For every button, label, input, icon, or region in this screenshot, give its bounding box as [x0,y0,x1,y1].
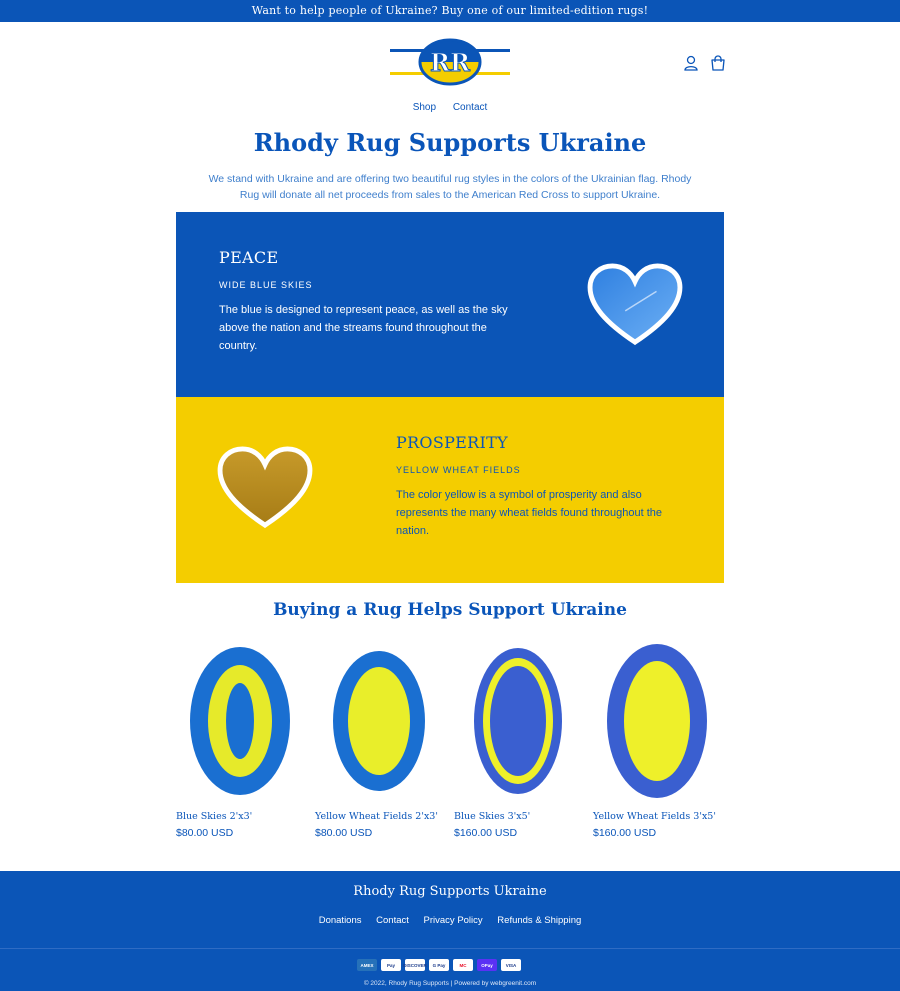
main-nav [0,102,900,118]
rug-image[interactable] [593,640,721,802]
visa-icon: VISA [501,959,521,971]
product-price: $160.00 USD [454,827,518,839]
product-price: $160.00 USD [593,827,657,839]
prosperity-body: The color yellow is a symbol of prosperity and also represents the many wheat fields found throughout the nation. [396,489,663,537]
product-price: $80.00 USD [176,827,234,839]
sky-heart-image [586,262,684,348]
product-card[interactable] [454,640,582,839]
rhody-rug-logo[interactable] [390,36,510,88]
wheat-heart-image [216,445,314,531]
shop-pay-icon: OPay [477,959,497,971]
apple-pay-icon: Pay [381,959,401,971]
amex-icon: AMEX [357,959,377,971]
products-section-title: Buying a Rug Helps Support Ukraine [273,600,627,620]
prosperity-subtitle: YELLOW WHEAT FIELDS [396,465,521,475]
peace-body: The blue is designed to represent peace, as well as the sky above the nation and the streams found throughout the country. [219,304,508,352]
footer-title: Rhody Rug Supports Ukraine [353,884,547,899]
rug-image[interactable] [176,640,304,802]
user-icon[interactable] [682,54,700,72]
peace-subtitle: WIDE BLUE SKIES [219,280,313,290]
mastercard-icon: MC [453,959,473,971]
copyright: © 2022, Rhody Rug Supports | Powered by webgreenit.com [363,980,537,987]
product-name[interactable]: Yellow Wheat Fields 2'x3' [315,811,438,822]
prosperity-title: PROSPERITY [396,433,508,452]
footer-link-privacy-policy[interactable]: Privacy Policy [423,915,483,926]
discover-icon: DISCOVER [405,959,425,971]
footer-links [0,915,900,926]
hero-description: We stand with Ukraine and are offering two beautiful rug styles in the colors of the Ukrainian flag. Rhody Rug will donate all net proceeds from sales to the American Red Cross to support Ukraine. [208,173,692,201]
product-name[interactable]: Blue Skies 3'x5' [454,811,531,822]
payment-icons [357,959,521,971]
cart-icon[interactable] [709,54,727,72]
rug-image[interactable] [315,640,443,802]
peace-panel [176,212,724,398]
product-card[interactable] [176,640,304,839]
product-card[interactable] [593,640,721,839]
rug-image[interactable] [454,640,582,802]
peace-title: PEACE [219,248,279,267]
footer-link-donations[interactable]: Donations [318,915,362,926]
footer-divider [0,948,900,949]
logo-text: RR [430,48,470,77]
nav-shop[interactable]: Shop [412,102,437,113]
footer-link-contact[interactable]: Contact [376,915,409,926]
nav-contact[interactable]: Contact [452,102,488,113]
prosperity-panel [176,397,724,583]
site-header [0,22,900,102]
site-footer [0,871,900,991]
product-name[interactable]: Blue Skies 2'x3' [176,811,253,822]
page-title: Rhody Rug Supports Ukraine [253,128,647,157]
product-name[interactable]: Yellow Wheat Fields 3'x5' [593,811,716,822]
product-price: $80.00 USD [315,827,373,839]
announcement-bar: Want to help people of Ukraine? Buy one of our limited-edition rugs! [0,0,900,22]
google-pay-icon: G Pay [429,959,449,971]
footer-link-refunds-shipping[interactable]: Refunds & Shipping [497,915,582,926]
product-card[interactable] [315,640,443,839]
